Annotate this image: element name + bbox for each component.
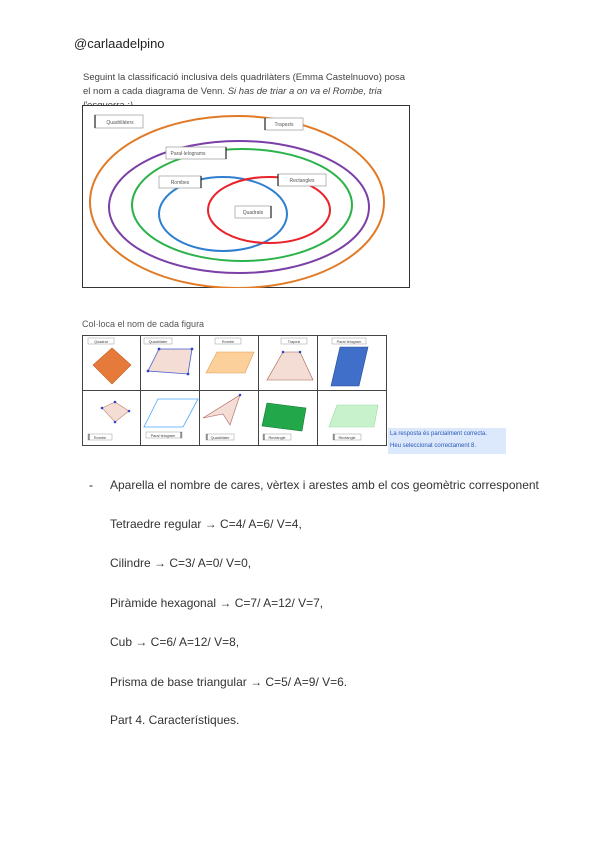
label-box-rectangles[interactable] — [278, 174, 326, 186]
label-rectangles: Rectangles — [289, 178, 315, 184]
svg-text:Paral·lelogram: Paral·lelogram — [150, 433, 176, 438]
label-trapezoids: Trapezis — [274, 122, 294, 128]
pair-item-hexagonal-pyramid: Piràmide hexagonal → C=7/ A=12/ V=7, — [110, 596, 324, 610]
figure-label-2[interactable] — [144, 338, 172, 344]
label-box-trapezoids[interactable] — [265, 118, 303, 130]
label-squares: Quadrats — [242, 210, 264, 216]
shape-light-green-rectangle — [329, 405, 378, 427]
label-parallelograms: Paral·lelograms — [170, 151, 206, 157]
svg-text:Quadrilàter: Quadrilàter — [148, 339, 168, 344]
figures-title: Col·loca el nom de cada figura — [82, 319, 205, 329]
figure-label-4[interactable] — [281, 338, 307, 344]
svg-text:Rombe: Rombe — [221, 339, 235, 344]
list-bullet: - — [89, 478, 93, 492]
figure-label-9[interactable] — [263, 434, 291, 440]
figure-label-8[interactable] — [206, 434, 234, 440]
figure-label-5[interactable] — [332, 338, 366, 344]
pair-item-tetrahedron: Tetraedre regular → C=4/ A=6/ V=4, — [110, 517, 302, 531]
label-box-squares[interactable] — [235, 206, 271, 218]
label-quadrilaterals: Quadrilàters — [106, 120, 134, 126]
pair-item-triangular-prism: Prisma de base triangular → C=5/ A=9/ V=6. — [110, 675, 348, 689]
svg-text:Quadrilàter: Quadrilàter — [210, 435, 230, 440]
feedback-box — [388, 428, 506, 454]
svg-text:Rombe: Rombe — [93, 435, 107, 440]
label-box-quadrilaterals[interactable] — [95, 115, 143, 128]
feedback-line-1: La resposta és parcialment correcta. — [390, 431, 488, 437]
venn-diagram — [82, 105, 410, 288]
label-box-parallelograms[interactable] — [166, 147, 226, 159]
figure-label-1[interactable] — [88, 338, 114, 344]
pair-item-cube: Cub → C=6/ A=12/ V=8, — [110, 635, 240, 649]
svg-text:Rectangle: Rectangle — [268, 435, 286, 440]
figure-label-3[interactable] — [215, 338, 241, 344]
author-handle: @carlaadelpino — [74, 36, 165, 51]
label-box-rhombi[interactable] — [159, 176, 201, 188]
feedback-line-2: Heu seleccionat correctament 8. — [390, 443, 477, 449]
label-rhombi: Rombes — [170, 180, 190, 186]
pairing-instruction: Aparella el nombre de cares, vèrtex i arestes amb el cos geomètric corresponent — [110, 478, 539, 492]
instruction-text: Seguint la classificació inclusiva dels quadrilàters (Emma Castelnuovo) posa el nom a cada diagrama de Venn. — [83, 72, 406, 97]
figure-label-6[interactable] — [88, 434, 112, 440]
figure-label-7[interactable] — [146, 432, 182, 438]
svg-text:Quadrat: Quadrat — [94, 339, 108, 344]
svg-text:Trapezi: Trapezi — [287, 339, 301, 344]
pair-item-cylinder: Cilindre → C=3/ A=0/ V=0, — [110, 556, 252, 570]
figure-label-10[interactable] — [333, 434, 361, 440]
svg-text:Rectangle: Rectangle — [338, 435, 356, 440]
svg-text:Paral·lelogram: Paral·lelogram — [336, 339, 362, 344]
figures-grid — [82, 335, 387, 446]
part-4-heading: Part 4. Característiques. — [110, 713, 240, 727]
instruction-hint: Si has de triar a on va el Rombe, tria — [227, 86, 382, 97]
shape-green-rectangle — [262, 403, 306, 431]
